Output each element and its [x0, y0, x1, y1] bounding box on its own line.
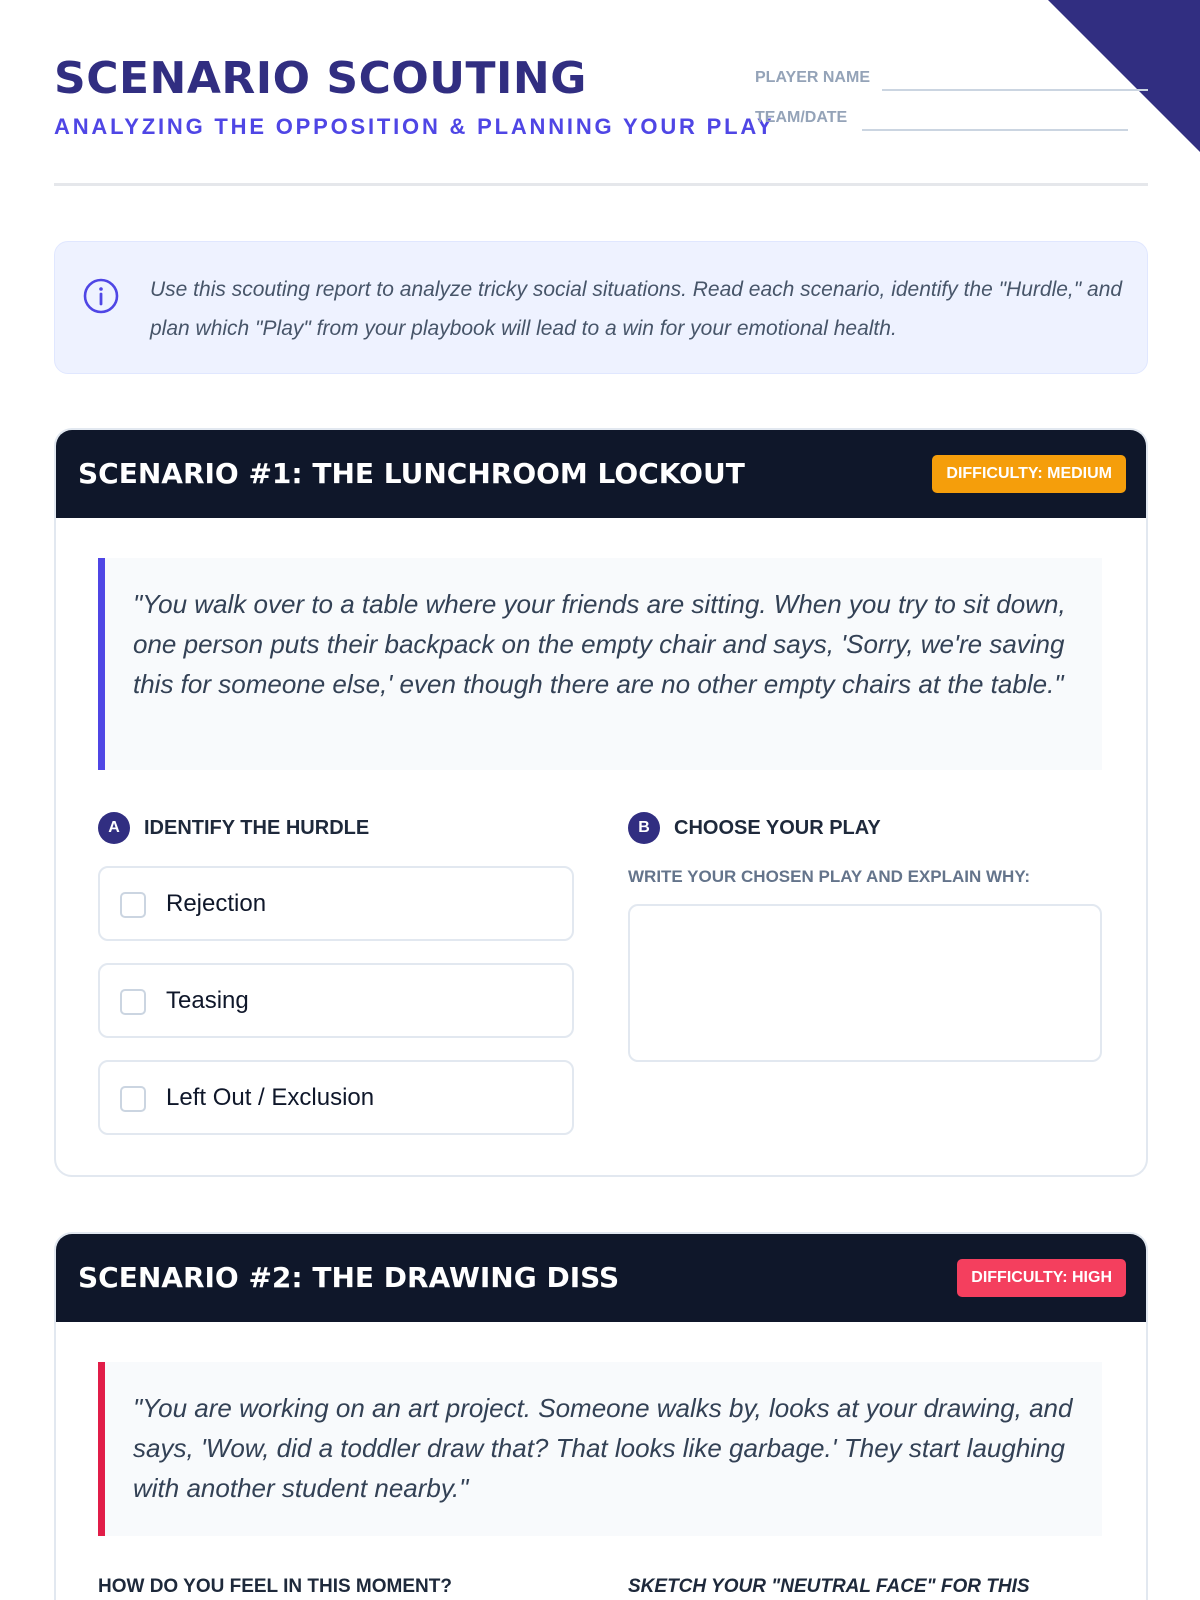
info-icon [83, 278, 119, 314]
step-label: IDENTIFY THE HURDLE [144, 817, 370, 839]
option-label: Rejection [166, 890, 267, 917]
difficulty-badge: DIFFICULTY: MEDIUM [932, 455, 1126, 493]
page-title: SCENARIO SCOUTING [54, 53, 587, 104]
feel-prompt-label: HOW DO YOU FEEL IN THIS MOMENT? [98, 1576, 452, 1597]
option-label: Teasing [166, 987, 249, 1014]
scenario-header [56, 430, 1146, 518]
instructions-box [54, 241, 1148, 374]
scenario-quote-text: "You walk over to a table where your friends are sitting. When you try to sit down, one person puts their backpack on the empty chair and says, 'Sorry, we're saving this for someone else,' even though there are no other empty chairs at the table." [133, 589, 1066, 699]
option-left-out[interactable] [98, 1060, 574, 1135]
player-name-label: PLAYER NAME [755, 69, 870, 86]
sketch-prompt-label: SKETCH YOUR "NEUTRAL FACE" FOR THIS [628, 1576, 1030, 1597]
scenario-title: SCENARIO #2: THE DRAWING DISS [78, 1261, 620, 1294]
scenario-quote [98, 1362, 1102, 1536]
scenario-card-2 [54, 1232, 1148, 1600]
scenario-card-1 [54, 428, 1148, 1177]
step-letter-a: A [98, 812, 130, 844]
option-label: Left Out / Exclusion [166, 1084, 375, 1111]
option-teasing[interactable] [98, 963, 574, 1038]
step-identify-hurdle [98, 812, 369, 844]
step-letter-b: B [628, 812, 660, 844]
checkbox[interactable] [120, 892, 146, 918]
scenario-quote-text: "You are working on an art project. Someone walks by, looks at your drawing, and says, 'Wow, did a toddler draw that? That looks like garbage.' They start laughing with another student nearby." [133, 1393, 1073, 1503]
difficulty-badge: DIFFICULTY: HIGH [957, 1259, 1126, 1297]
step-choose-play [628, 812, 881, 844]
scenario-quote [98, 558, 1102, 770]
step-label: CHOOSE YOUR PLAY [674, 817, 881, 839]
page-header [54, 52, 1148, 186]
player-name-field[interactable] [882, 89, 1148, 91]
scenario-title: SCENARIO #1: THE LUNCHROOM LOCKOUT [78, 457, 745, 490]
team-date-label: TEAM/DATE [755, 109, 848, 126]
play-prompt-label: WRITE YOUR CHOSEN PLAY AND EXPLAIN WHY: [628, 867, 1031, 886]
checkbox[interactable] [120, 989, 146, 1015]
page-subtitle: ANALYZING THE OPPOSITION & PLANNING YOUR PLAY [54, 114, 775, 139]
checkbox[interactable] [120, 1086, 146, 1112]
instructions-text: Use this scouting report to analyze tricky social situations. Read each scenario, identify the "Hurdle," and plan which "Play" from your playbook will lead to a win for your emotional health. [150, 278, 1123, 340]
scenario-header [56, 1234, 1146, 1322]
team-date-field[interactable] [862, 129, 1128, 131]
option-rejection[interactable] [98, 866, 574, 941]
play-answer-box[interactable] [628, 904, 1102, 1062]
